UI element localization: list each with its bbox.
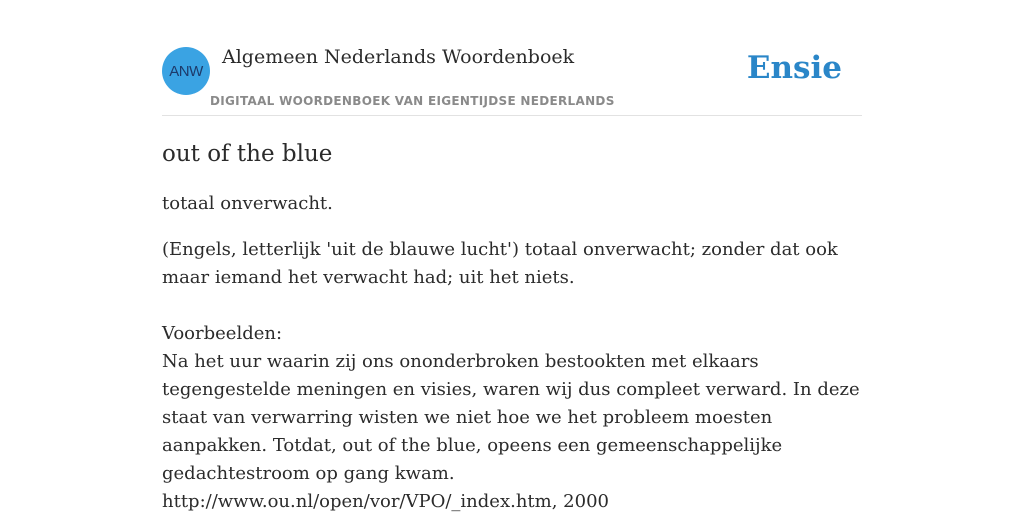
- example-text: Na het uur waarin zij ons ononderbroken bestookten met elkaars tegengestelde meningen en visies, waren wij dus compleet verward. In deze staat van verwarring wisten we niet hoe we het probleem moesten aanpakken. Totdat, out of the blue, opeens een gemeenschappelijke gedachtestroom op gang kwam.: [162, 351, 860, 484]
- entry-content: [162, 138, 862, 512]
- ensie-brand-logo[interactable]: Ensie: [746, 50, 842, 86]
- examples-heading: Voorbeelden:: [162, 323, 283, 344]
- example-source: http://www.ou.nl/open/vor/VPO/_index.htm, 2000: [162, 491, 609, 512]
- long-definition: (Engels, letterlijk 'uit de blauwe lucht') totaal onverwacht; zonder dat ook maar iemand het verwacht had; uit het niets.: [162, 239, 838, 288]
- entry-title: out of the blue: [162, 141, 333, 167]
- site-subtitle: DIGITAAL WOORDENBOEK VAN EIGENTIJDSE NEDERLANDS: [210, 94, 615, 108]
- anw-logo[interactable]: ANW: [162, 47, 210, 95]
- header-divider: [162, 115, 862, 116]
- site-title[interactable]: Algemeen Nederlands Woordenboek: [222, 46, 575, 68]
- short-definition: totaal onverwacht.: [162, 193, 333, 214]
